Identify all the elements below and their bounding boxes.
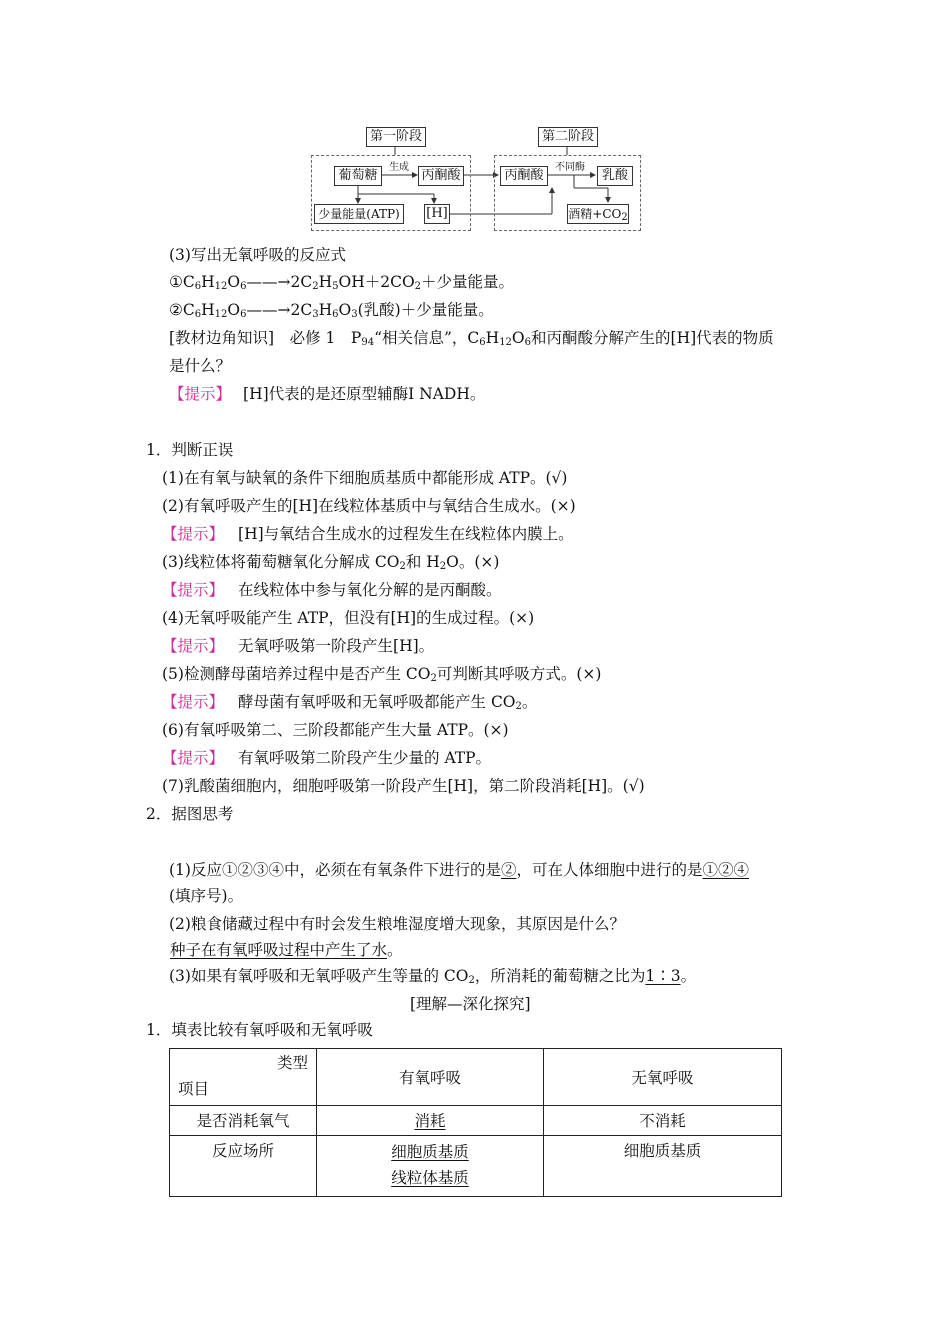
- judge-item-5: (5)检测酵母菌培养过程中是否产生 $CO_2$可判断其呼吸方式。(×): [162, 665, 602, 684]
- alcohol-sub: 2: [621, 212, 628, 223]
- judge-item-2: (2)有氧呼吸产生的[H]在线粒体基质中与氧结合生成水。(×): [162, 497, 576, 515]
- textbook-corner-question: [教材边角知识] 必修 1 $P_{94}“$相关信息”，$C_6H_{12}O_6$和丙酮酸分解产生的[H]代表的物质: [169, 329, 774, 348]
- judge-item-4: (4)无氧呼吸能产生 ATP，但没有[H]的生成过程。(×): [162, 609, 535, 627]
- compare-title: 1．填表比较有氧呼吸和无氧呼吸: [146, 1021, 373, 1039]
- row-oxygen-aerobic: 消耗: [317, 1106, 544, 1136]
- judge-hint-4: 【提示】 无氧呼吸第一阶段产生[H]。: [162, 637, 435, 655]
- hint-text: [H]代表的是还原型辅酶Ⅰ NADH。: [243, 385, 486, 403]
- header-type: 类型: [276, 1054, 308, 1072]
- think-q2-answer: 种子在有氧呼吸过程中产生了水。: [170, 941, 403, 959]
- header-aerobic: 有氧呼吸: [317, 1049, 544, 1106]
- equation-1: $①C_6H_{12}O_6——\to 2C_2H_5OH+2CO_2+$少量能量。: [169, 273, 515, 292]
- stage2-label: 第二阶段: [538, 127, 598, 147]
- judge-item-3: (3)线粒体将葡萄糖氧化分解成 $CO_2$和 $H_2O$。(×): [162, 553, 500, 572]
- judge-item-1: (1)在有氧与缺氧的条件下细胞质基质中都能形成 ATP。(√): [162, 469, 568, 487]
- header-anaerobic: 无氧呼吸: [544, 1049, 782, 1106]
- enzyme-label: 不同酶: [555, 162, 585, 173]
- judge-title: 1．判断正误: [146, 441, 234, 459]
- row-oxygen-label: 是否消耗氧气: [170, 1106, 317, 1136]
- alcohol-node: [567, 204, 629, 224]
- row-site-label: 反应场所: [170, 1136, 317, 1197]
- diagram-arrows: [0, 0, 950, 240]
- think-title: 2．据图思考: [146, 805, 234, 823]
- answer-aerobic: ②: [500, 861, 517, 879]
- glucose-node: 葡萄糖: [334, 166, 382, 186]
- comparison-table: [169, 1048, 782, 1197]
- answer-ratio: 1∶3: [645, 967, 681, 985]
- think-q1-line2: (填序号)。: [169, 887, 244, 905]
- judge-hint-3: 【提示】 在线粒体中参与氧化分解的是丙酮酸。: [162, 581, 502, 599]
- hint-nadh: [169, 384, 485, 404]
- generate-label: 生成: [389, 162, 409, 173]
- think-q3: (3)如果有氧呼吸和无氧呼吸产生等量的 $CO_2$，所消耗的葡萄糖之比为1∶3。: [169, 967, 697, 986]
- think-q1: (1)反应①②③④中，必须在有氧条件下进行的是②，可在人体细胞中进行的是①②④: [169, 861, 750, 879]
- pyruvate-node: 丙酮酸: [418, 166, 464, 186]
- section-heading: [理解—深化探究]: [410, 995, 531, 1013]
- h-node: [H]: [424, 204, 450, 224]
- row-oxygen-anaerobic: 不消耗: [544, 1106, 782, 1136]
- judge-hint-5: 【提示】 酵母菌有氧呼吸和无氧呼吸都能产生 $CO_2$。: [162, 693, 538, 712]
- pyruvate-node-2: 丙酮酸: [500, 166, 548, 186]
- header-diagonal-cell: [170, 1049, 317, 1106]
- hint-label: 【提示】: [169, 385, 232, 403]
- think-q2: (2)粮食储藏过程中有时会发生粮堆湿度增大现象，其原因是什么？: [169, 915, 625, 933]
- header-item: 项目: [178, 1080, 210, 1098]
- energy-node: 少量能量(ATP): [314, 204, 404, 224]
- judge-hint-2: 【提示】 [H]与氧结合生成水的过程发生在线粒体内膜上。: [162, 525, 574, 543]
- judge-hint-6: 【提示】 有氧呼吸第二阶段产生少量的 ATP。: [162, 749, 492, 767]
- lactic-node: 乳酸: [597, 166, 633, 186]
- textbook-corner-question-line2: 是什么？: [169, 357, 232, 375]
- answer-human-cells: ①②④: [702, 861, 750, 879]
- s3-title: (3)写出无氧呼吸的反应式: [169, 246, 346, 264]
- alcohol-text: 酒精+CO: [568, 207, 622, 221]
- judge-item-6: (6)有氧呼吸第二、三阶段都能产生大量 ATP。(×): [162, 721, 509, 739]
- stage1-label: 第一阶段: [366, 127, 426, 147]
- judge-item-7: (7)乳酸菌细胞内，细胞呼吸第一阶段产生[H]，第二阶段消耗[H]。(√): [162, 777, 645, 795]
- row-site-anaerobic: 细胞质基质: [544, 1136, 782, 1197]
- equation-2: $②C_6H_{12}O_6——\to 2C_3H_6O_3$(乳酸)＋少量能量。: [169, 301, 494, 320]
- row-site-aerobic: 细胞质基质 线粒体基质: [317, 1136, 544, 1197]
